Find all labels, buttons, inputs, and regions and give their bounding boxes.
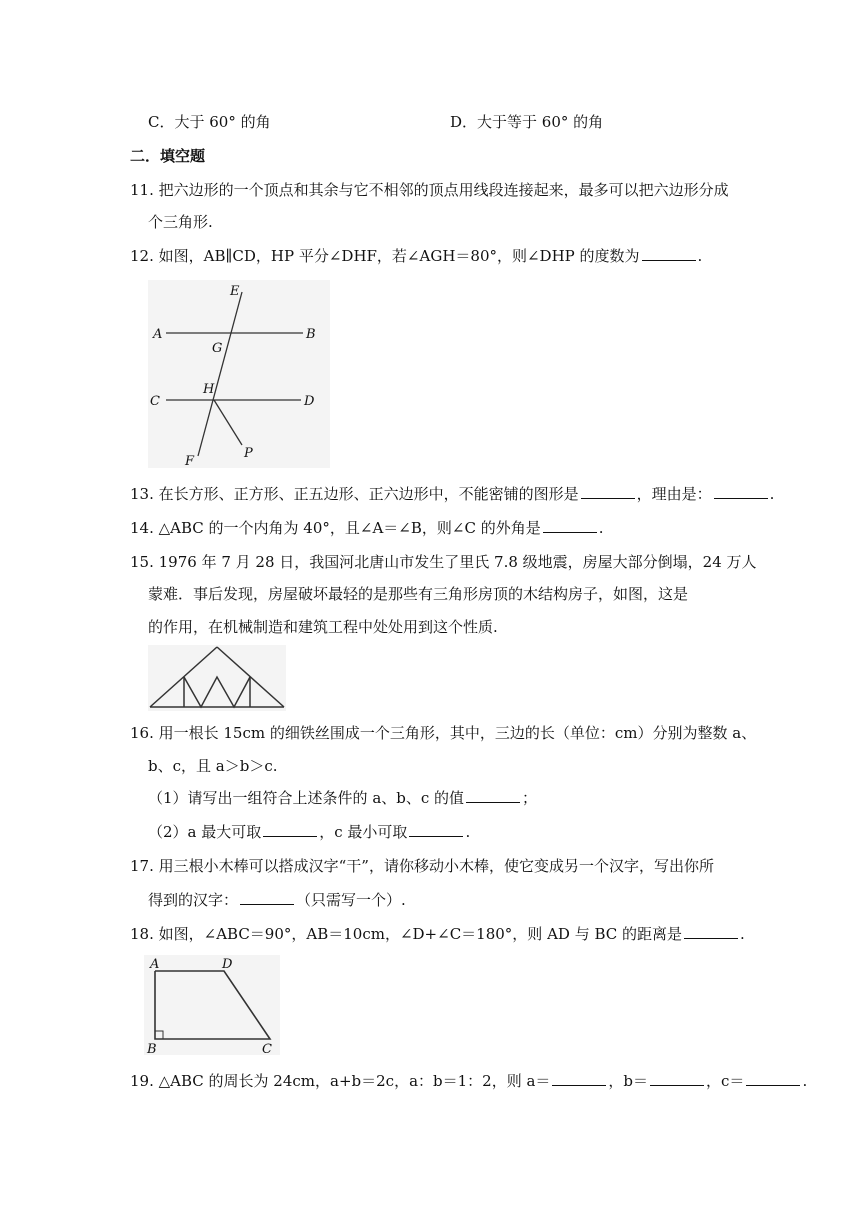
q15-line2: 蒙难．事后发现，房屋破坏最轻的是那些有三角形房顶的木结构房子，如图，这是: [148, 585, 689, 603]
q17-line2: [148, 890, 406, 910]
q14-stem: 14. △ABC 的一个内角为 40°，且∠A＝∠B，则∠C 的外角是: [130, 519, 541, 537]
q12-text: [130, 246, 702, 266]
q12-stem: 12. 如图，AB∥CD，HP 平分∠DHF，若∠AGH＝80°，则∠DHP 的度数为: [130, 247, 640, 265]
q14-text: [130, 518, 603, 538]
label-d: D: [304, 394, 315, 409]
q16-sub1: [148, 788, 537, 808]
q19-end: .: [802, 1072, 808, 1090]
q16-sub2: [148, 822, 470, 842]
label-c: C: [262, 1042, 272, 1055]
q17-answer-blank[interactable]: [240, 890, 294, 905]
label-b: B: [147, 1042, 157, 1055]
q13-mid: ，理由是：: [636, 485, 712, 503]
figure-q12-parallel-lines: [148, 280, 330, 468]
q11-line1: 11. 把六边形的一个顶点和其余与它不相邻的顶点用线段连接起来，最多可以把六边形分成: [130, 181, 729, 199]
q19-answer-blank-a[interactable]: [552, 1071, 606, 1086]
option-c: C．大于 60° 的角: [148, 113, 271, 131]
q19-answer-blank-c[interactable]: [746, 1071, 800, 1086]
q13-end: .: [769, 485, 775, 503]
q16-answer-blank-1[interactable]: [466, 788, 520, 803]
q16-line2: b、c，且 a＞b＞c.: [148, 757, 278, 775]
label-p: P: [244, 446, 253, 461]
q18-answer-blank[interactable]: [684, 924, 738, 939]
q16-sub2-mid: ，c 最小可取: [319, 823, 408, 841]
q18-stem: 18. 如图，∠ABC＝90°，AB＝10cm，∠D+∠C＝180°，则 AD 与 BC 的距离是: [130, 925, 683, 943]
q16-answer-blank-2[interactable]: [263, 822, 317, 837]
q16-sub2-stem: （2）a 最大可取: [148, 823, 262, 841]
q19-text: [130, 1071, 807, 1091]
q16-answer-blank-3[interactable]: [409, 822, 463, 837]
q14-answer-blank[interactable]: [543, 518, 597, 533]
label-e: E: [230, 284, 240, 299]
q16-sub2-end: .: [465, 823, 471, 841]
section-title: 二．填空题: [130, 147, 206, 165]
option-d: D．大于等于 60° 的角: [450, 113, 604, 131]
q19-answer-blank-b[interactable]: [650, 1071, 704, 1086]
label-b: B: [306, 327, 316, 342]
figure-q15-roof-truss: [148, 645, 286, 711]
q16-sub1-end: ；: [522, 789, 538, 807]
q16-line1: 16. 用一根长 15cm 的细铁丝围成一个三角形，其中，三边的长（单位：cm）分别为整数 a、: [130, 724, 757, 742]
q13-stem: 13. 在长方形、正方形、正五边形、正六边形中，不能密铺的图形是: [130, 485, 579, 503]
q14-end: .: [598, 519, 604, 537]
q19-c: ，c＝: [706, 1072, 745, 1090]
q11-line2: 个三角形.: [148, 213, 213, 231]
label-h: H: [203, 382, 215, 397]
figure-q18-trapezoid: [144, 955, 280, 1055]
label-g: G: [212, 341, 223, 356]
q12-end: .: [697, 247, 703, 265]
q18-end: .: [740, 925, 745, 943]
q19-b: ，b＝: [608, 1072, 649, 1090]
q13-answer-blank-2[interactable]: [714, 484, 768, 499]
q13-answer-blank-1[interactable]: [581, 484, 635, 499]
q19-stem: 19. △ABC 的周长为 24cm，a+b＝2c，a：b＝1：2，则 a＝: [130, 1072, 551, 1090]
label-d: D: [222, 957, 233, 972]
label-f: F: [185, 454, 195, 468]
q15-line3: 的作用，在机械制造和建筑工程中处处用到这个性质.: [148, 618, 498, 636]
q17-line1: 17. 用三根小木棒可以搭成汉字“干”，请你移动小木棒，使它变成另一个汉字，写出你所: [130, 857, 714, 875]
label-a: A: [153, 327, 163, 342]
q18-text: [130, 924, 745, 944]
q13-text: [130, 484, 774, 504]
q16-sub1-stem: （1）请写出一组符合上述条件的 a、b、c 的值: [148, 789, 465, 807]
q17-stem: 得到的汉字：: [148, 891, 239, 909]
q17-end: （只需写一个）.: [296, 891, 406, 909]
q15-line1: 15. 1976 年 7 月 28 日，我国河北唐山市发生了里氏 7.8 级地震，房屋大部分倒塌，24 万人: [130, 553, 757, 571]
q12-answer-blank[interactable]: [642, 246, 696, 261]
label-a: A: [150, 957, 160, 972]
label-c: C: [150, 394, 160, 409]
